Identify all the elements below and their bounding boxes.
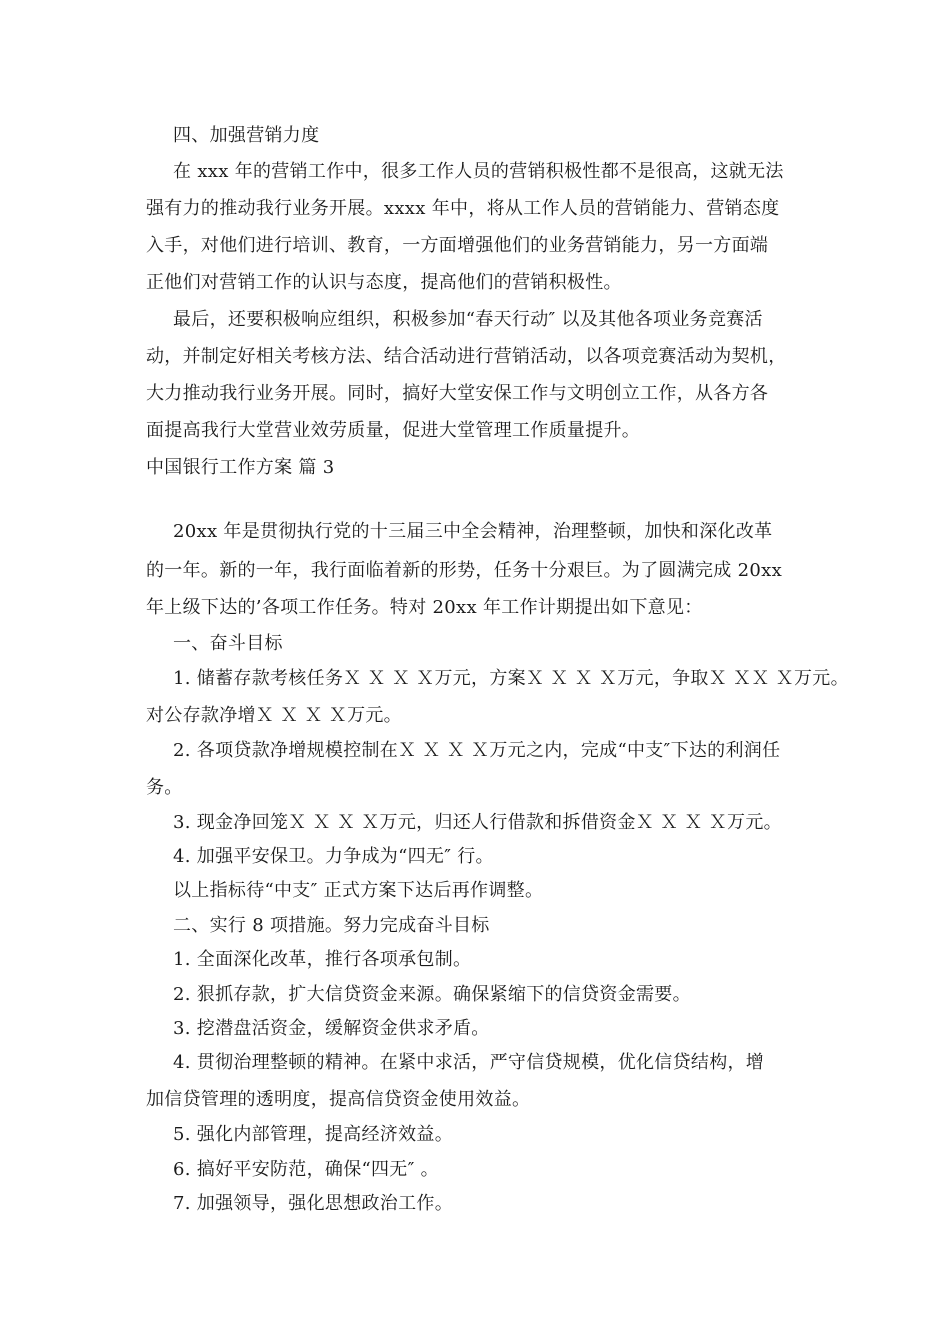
list-item-continuation: 加信贷管理的透明度，提高信贷资金使用效益。	[146, 1089, 531, 1110]
paragraph-line: 20xx 年是贯彻执行党的十三届三中全会精神，治理整顿，加快和深化改革	[173, 521, 773, 542]
list-item: 3. 现金净回笼Ｘ Ｘ Ｘ Ｘ万元，归还人行借款和拆借资金Ｘ Ｘ Ｘ Ｘ万元。	[173, 812, 782, 833]
document-subtitle: 中国银行工作方案 篇 3	[146, 457, 335, 478]
list-item: 1. 全面深化改革，推行各项承包制。	[173, 949, 472, 970]
paragraph-line: 最后，还要积极响应组织，积极参加“春天行动″ 以及其他各项业务竞赛活	[173, 309, 763, 330]
list-item: 7. 加强领导，强化思想政治工作。	[173, 1193, 453, 1214]
section-heading: 四、加强营销力度	[173, 125, 320, 146]
paragraph-line: 入手，对他们进行培训、教育，一方面增强他们的业务营销能力，另一方面端	[146, 235, 769, 256]
list-item: 2. 狠抓存款，扩大信贷资金来源。确保紧缩下的信贷资金需要。	[173, 984, 691, 1005]
list-item-continuation: 对公存款净增Ｘ Ｘ Ｘ Ｘ万元。	[146, 705, 402, 726]
paragraph-line: 大力推动我行业务开展。同时，搞好大堂安保工作与文明创立工作，从各方各	[146, 383, 769, 404]
section-heading: 二、实行 8 项措施。努力完成奋斗目标	[173, 915, 490, 936]
list-item: 1. 储蓄存款考核任务Ｘ Ｘ Ｘ Ｘ万元，方案Ｘ Ｘ Ｘ Ｘ万元，争取Ｘ ＸＸ Ｘ万元。	[173, 668, 849, 689]
paragraph-line: 年上级下达的’各项工作任务。特对 20xx 年工作计期提出如下意见：	[146, 597, 703, 618]
list-item-continuation: 务。	[146, 777, 183, 798]
paragraph-line: 在 xxx 年的营销工作中，很多工作人员的营销积极性都不是很高，这就无法	[173, 161, 784, 182]
list-item: 4. 贯彻治理整顿的精神。在紧中求活，严守信贷规模，优化信贷结构，增	[173, 1052, 765, 1073]
paragraph-line: 面提高我行大堂营业效劳质量，促进大堂管理工作质量提升。	[146, 420, 641, 441]
paragraph-line: 的一年。新的一年，我行面临着新的形势，任务十分艰巨。为了圆满完成 20xx	[146, 560, 783, 581]
paragraph-line: 正他们对营销工作的认识与态度，提高他们的营销积极性。	[146, 272, 622, 293]
list-item: 4. 加强平安保卫。力争成为“四无″ 行。	[173, 846, 494, 867]
paragraph-line: 动，并制定好相关考核方法、结合活动进行营销活动，以各项竞赛活动为契机，	[146, 346, 787, 367]
paragraph-line: 强有力的推动我行业务开展。xxxx 年中，将从工作人员的营销能力、营销态度	[146, 198, 780, 219]
list-item: 3. 挖潜盘活资金，缓解资金供求矛盾。	[173, 1018, 490, 1039]
section-heading: 一、奋斗目标	[173, 633, 283, 654]
paragraph-line: 以上指标待“中支″ 正式方案下达后再作调整。	[173, 880, 544, 901]
list-item: 6. 搞好平安防范，确保“四无″ 。	[173, 1159, 439, 1180]
list-item: 2. 各项贷款净增规模控制在Ｘ Ｘ Ｘ Ｘ万元之内，完成“中支″下达的利润任	[173, 740, 781, 761]
list-item: 5. 强化内部管理，提高经济效益。	[173, 1124, 453, 1145]
